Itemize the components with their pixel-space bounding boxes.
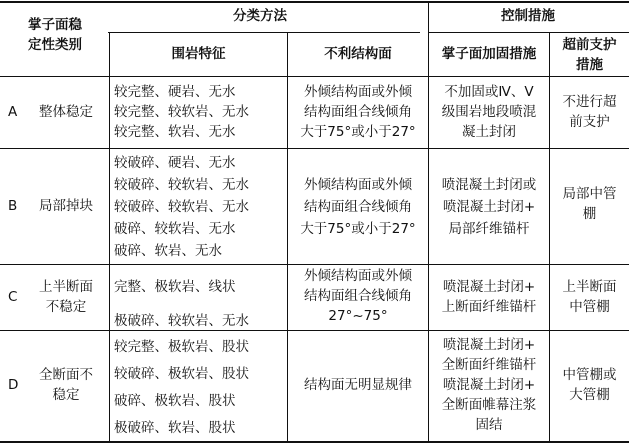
header-stability-line-1: 掌子面稳 <box>28 17 82 33</box>
row-d-reinf-3: 喷混凝土封闭+ <box>442 377 536 393</box>
row-b-category-line-1: 局部掉块 <box>39 198 93 214</box>
row-b-adverse-planes <box>288 174 428 240</box>
row-b-code: B <box>8 198 18 214</box>
row-c-rock-features <box>114 270 249 338</box>
row-d-adverse-planes <box>288 375 428 395</box>
row-b-reinf-3: 局部纤维锚杆 <box>448 221 530 237</box>
row-b-feature-3: 较破碎、较软岩、无水 <box>114 199 249 215</box>
row-c-reinf-2: 上断面纤维锚杆 <box>441 299 537 315</box>
header-support-line-2: 措施 <box>576 57 603 73</box>
table-top-border <box>0 1 629 3</box>
row-a-category-line-1: 整体稳定 <box>39 104 93 120</box>
table-bottom-border <box>0 441 629 443</box>
row-a-support-2: 前支护 <box>569 114 610 130</box>
header-bottom-rule <box>0 76 629 77</box>
row-d-support-2: 大管棚 <box>569 387 610 403</box>
row-rule-cd <box>0 330 629 331</box>
row-a-reinf-2: 级围岩地段喷混 <box>441 104 537 120</box>
header-stability-category <box>10 15 100 55</box>
row-d-support-1: 中管棚或 <box>562 367 617 383</box>
row-d-code: D <box>8 377 19 393</box>
row-b-support-2: 棚 <box>582 206 597 222</box>
row-d-feature-1: 较完整、极软岩、股状 <box>114 339 249 355</box>
row-a-code: A <box>8 104 18 120</box>
row-a-plane-1: 外倾结构面或外倾 <box>304 84 412 100</box>
row-c-plane-2: 结构面组合线倾角 <box>304 288 412 304</box>
row-a-rock-features <box>114 82 249 142</box>
header-classification-method: 分类方法 <box>233 8 287 24</box>
row-d-feature-4: 极破碎、软岩、股状 <box>114 420 236 436</box>
row-b-feature-2: 较破碎、较软岩、无水 <box>114 177 249 193</box>
row-d-feature-3: 破碎、极软岩、股状 <box>114 393 236 409</box>
row-a-support-1: 不进行超 <box>562 94 617 110</box>
row-d-category-line-2: 稳定 <box>52 387 80 403</box>
row-c-category-line-2: 不稳定 <box>45 299 87 315</box>
row-a-plane-2: 结构面组合线倾角 <box>304 104 412 120</box>
header-advance-support <box>550 35 629 75</box>
row-b-rock-features <box>114 152 249 262</box>
row-d-reinf-4: 全断面帷幕注浆 <box>441 397 537 413</box>
row-rule-bc <box>0 264 629 265</box>
row-d-reinf-5: 固结 <box>475 417 503 433</box>
row-c-category <box>22 277 110 317</box>
row-c-reinforcement <box>429 277 549 317</box>
row-b-category <box>22 196 110 216</box>
row-c-plane-1: 外倾结构面或外倾 <box>304 268 412 284</box>
row-d-category <box>22 365 110 405</box>
row-b-plane-1: 外倾结构面或外倾 <box>304 177 412 193</box>
header-support-line-1: 超前支护 <box>562 37 617 53</box>
row-c-reinf-1: 喷混凝土封闭+ <box>442 279 536 295</box>
row-c-support-2: 中管棚 <box>569 299 610 315</box>
row-rule-ab <box>0 148 629 149</box>
row-b-reinf-2: 喷混凝土封闭+ <box>442 199 536 215</box>
row-a-reinf-3: 凝土封闭 <box>462 124 516 140</box>
row-c-feature-1: 完整、极软岩、线状 <box>114 279 236 295</box>
row-a-reinforcement <box>429 82 549 142</box>
header-subdivider-right <box>428 32 629 33</box>
row-d-reinf-2: 全断面纤维锚杆 <box>441 357 537 373</box>
row-d-reinf-1: 喷混凝土封闭+ <box>442 337 536 353</box>
row-b-support-1: 局部中管 <box>562 186 617 202</box>
row-d-plane-1: 结构面无明显规律 <box>304 377 412 393</box>
row-b-plane-3: 大于75°或小于27° <box>300 221 416 237</box>
row-b-reinforcement <box>429 174 549 240</box>
row-b-plane-2: 结构面组合线倾角 <box>304 199 412 215</box>
row-c-feature-2: 极破碎、较软岩、无水 <box>114 313 249 329</box>
row-c-code: C <box>8 289 18 305</box>
header-stability-line-2: 定性类别 <box>28 37 82 53</box>
row-a-feature-3: 较完整、软岩、无水 <box>114 124 236 140</box>
row-b-reinf-1: 喷混凝土封闭或 <box>441 177 537 193</box>
row-d-support <box>550 365 629 405</box>
row-c-plane-3: 27°~75° <box>328 308 388 324</box>
row-c-support <box>550 277 629 317</box>
header-face-reinforcement: 掌子面加固措施 <box>441 46 537 62</box>
row-c-category-line-1: 上半断面 <box>39 279 93 295</box>
row-d-feature-2: 较破碎、极软岩、股状 <box>114 366 249 382</box>
row-d-rock-features <box>114 334 249 442</box>
row-a-category <box>22 102 110 122</box>
row-b-feature-5: 破碎、软岩、无水 <box>114 243 222 259</box>
header-adverse-planes: 不利结构面 <box>324 46 392 62</box>
row-a-feature-1: 较完整、硬岩、无水 <box>114 84 236 100</box>
row-a-reinf-1: 不加固或Ⅳ、Ⅴ <box>444 84 534 100</box>
header-subdivider-left <box>108 32 420 33</box>
header-control-measures: 控制措施 <box>501 8 555 24</box>
row-d-category-line-1: 全断面不 <box>39 367 93 383</box>
row-b-support <box>550 184 629 224</box>
row-b-feature-4: 破碎、较软岩、无水 <box>114 221 236 237</box>
row-c-adverse-planes <box>288 266 428 326</box>
row-a-support <box>550 92 629 132</box>
row-a-plane-3: 大于75°或小于27° <box>300 124 416 140</box>
row-c-support-1: 上半断面 <box>562 279 617 295</box>
row-b-feature-1: 较破碎、硬岩、无水 <box>114 155 236 171</box>
row-d-reinforcement <box>429 335 549 435</box>
row-a-feature-2: 较完整、较软岩、无水 <box>114 104 249 120</box>
row-a-adverse-planes <box>288 82 428 142</box>
header-rock-features: 围岩特征 <box>171 46 226 62</box>
